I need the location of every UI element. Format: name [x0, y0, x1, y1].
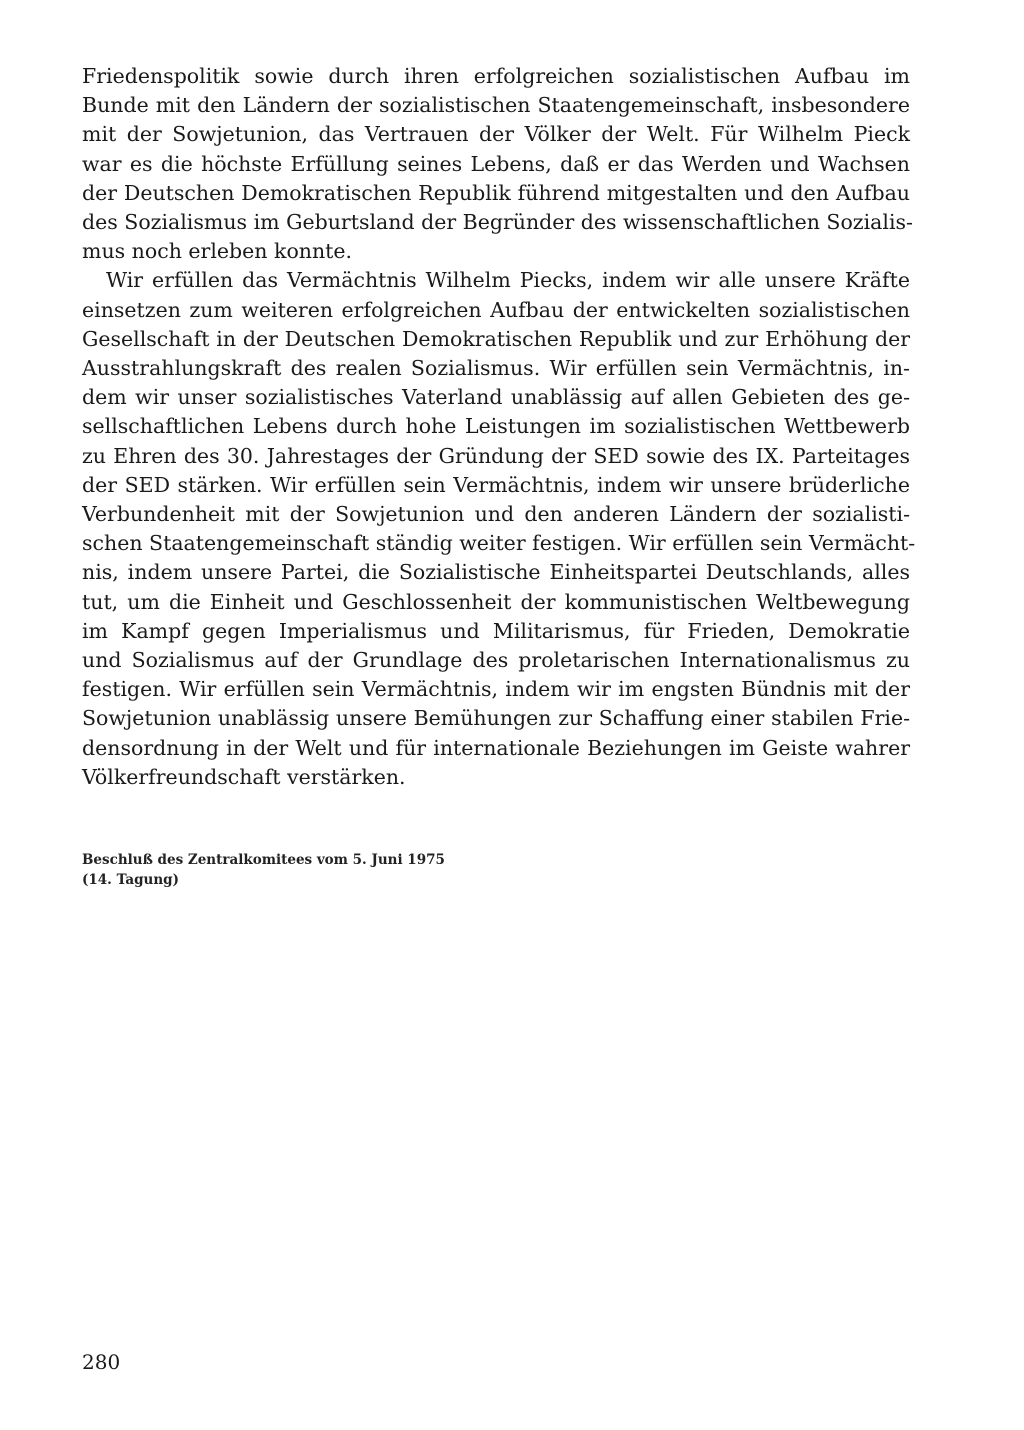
text-line: schen Staatengemeinschaft ständig weiter festigen. Wir erfüllen sein Vermächt-: [82, 531, 916, 556]
text-line: Sowjetunion unablässig unsere Bemühungen zur Schaffung einer stabilen Frie-: [82, 706, 910, 731]
text-line: im Kampf gegen Imperialismus und Militarismus, für Frieden, Demokratie: [82, 618, 910, 643]
source-line-2: (14. Tagung): [82, 872, 179, 888]
text-line: des Sozialismus im Geburtsland der Begründer des wissenschaftlichen Sozialis-: [82, 210, 913, 235]
text-line: einsetzen zum weiteren erfolgreichen Aufbau der entwickelten sozialistischen: [82, 297, 910, 322]
text-line: Völkerfreundschaft verstärken.: [82, 764, 406, 789]
source-note: [82, 850, 445, 890]
text-line: der Deutschen Demokratischen Republik führend mitgestalten und den Aufbau: [82, 180, 910, 205]
paragraph: [82, 266, 916, 792]
text-line: Verbundenheit mit der Sowjetunion und den anderen Ländern der sozialisti-: [82, 502, 910, 527]
paragraph: [82, 62, 913, 266]
page-number: 280: [82, 1350, 121, 1374]
text-line: zu Ehren des 30. Jahrestages der Gründung der SED sowie des IX. Parteitages: [82, 443, 910, 468]
text-line: Bunde mit den Ländern der sozialistischen Staatengemeinschaft, insbesondere: [82, 93, 910, 118]
text-line: der SED stärken. Wir erfüllen sein Vermächtnis, indem wir unsere brüderliche: [82, 472, 910, 497]
text-line: mit der Sowjetunion, das Vertrauen der Völker der Welt. Für Wilhelm Pieck: [82, 122, 910, 147]
text-line: nis, indem unsere Partei, die Sozialistische Einheitspartei Deutschlands, alles: [82, 560, 910, 585]
text-line: sellschaftlichen Lebens durch hohe Leistungen im sozialistischen Wettbewerb: [82, 414, 910, 439]
text-line: war es die höchste Erfüllung seines Lebens, daß er das Werden und Wachsen: [82, 151, 910, 176]
text-line: Friedenspolitik sowie durch ihren erfolgreichen sozialistischen Aufbau im: [82, 64, 910, 88]
body-text: [82, 62, 916, 792]
text-line: Gesellschaft in der Deutschen Demokratischen Republik und zur Erhöhung der: [82, 326, 910, 351]
source-line-1: Beschluß des Zentralkomitees vom 5. Juni 1975: [82, 852, 445, 868]
text-line: dem wir unser sozialistisches Vaterland unablässig auf allen Gebieten des ge-: [82, 385, 910, 410]
text-line: densordnung in der Welt und für internationale Beziehungen im Geiste wahrer: [82, 735, 910, 760]
text-line: festigen. Wir erfüllen sein Vermächtnis, indem wir im engsten Bündnis mit der: [82, 677, 910, 702]
text-line: und Sozialismus auf der Grundlage des proletarischen Internationalismus zu: [82, 648, 910, 673]
text-line: tut, um die Einheit und Geschlossenheit der kommunistischen Weltbewegung: [82, 589, 910, 614]
text-line: Ausstrahlungskraft des realen Sozialismus. Wir erfüllen sein Vermächtnis, in-: [82, 356, 910, 381]
text-line: mus noch erleben konnte.: [82, 239, 353, 264]
text-line: Wir erfüllen das Vermächtnis Wilhelm Piecks, indem wir alle unsere Kräfte: [106, 268, 910, 293]
